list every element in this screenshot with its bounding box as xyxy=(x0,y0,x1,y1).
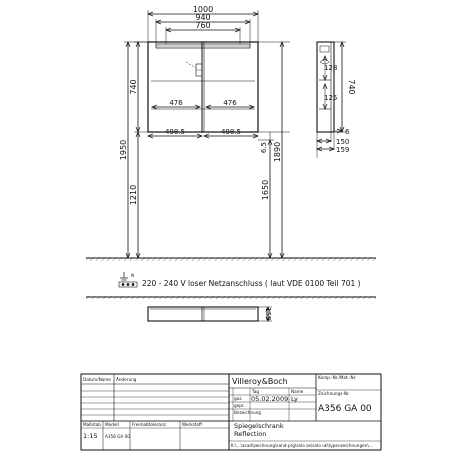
freimass-label: Freimaßtoleranz xyxy=(132,422,166,427)
title-block-text xyxy=(83,375,373,448)
rev-header-date: Datum/Name xyxy=(83,377,111,382)
dim-128: 128 xyxy=(324,64,338,72)
description-line-2: Reflection xyxy=(234,430,267,438)
ground-label-n: N xyxy=(131,273,135,278)
dim-498-right: 498.5 xyxy=(220,128,242,136)
dim-1890: 1890 xyxy=(273,141,282,163)
werkstoff-label: Werkstoff xyxy=(182,422,202,427)
description-line-1: Spiegelschrank xyxy=(234,422,284,430)
dim-1210: 1210 xyxy=(129,184,138,206)
dim-159-top: 159 xyxy=(264,307,272,321)
connection-note: 220 - 240 V loser Netzanschluss ( laut VDE 0100 Teil 701 ) xyxy=(142,279,361,288)
gez-label: gez. xyxy=(234,396,243,401)
file-path: K:\...\acad\zeichnung\sand-prg\solo as\solo uk\typenzeichnungen\... xyxy=(231,443,373,448)
gez-name: Ly xyxy=(291,395,298,403)
dim-150: 150 xyxy=(336,138,350,146)
floor-2 xyxy=(86,296,376,299)
dim-476-left: 476 xyxy=(169,99,183,107)
name-label: Name xyxy=(291,389,304,394)
dim-1650: 1650 xyxy=(261,179,270,201)
rev-header-change: Änderung xyxy=(116,377,137,382)
brand-logo: Villeroy&Boch xyxy=(232,377,288,386)
mass-value: 1:15 xyxy=(83,432,98,440)
dim-1000: 1000 xyxy=(192,5,214,14)
modell-value: A356 GA 00 xyxy=(105,434,130,439)
modell-label: Modell xyxy=(105,422,119,427)
komp-label: Komp.-Nr./Mat.-Nr. xyxy=(318,375,357,380)
dim-476-right: 476 xyxy=(223,99,237,107)
floor xyxy=(86,257,376,261)
dim-940: 940 xyxy=(195,13,211,22)
dim-740-front: 740 xyxy=(129,79,138,95)
dim-125: 125 xyxy=(324,94,338,102)
dim-1950: 1950 xyxy=(119,139,128,161)
side-outline xyxy=(317,42,334,132)
tag-label: Tag xyxy=(252,389,260,394)
bezeichnung-label: Bezeichnung xyxy=(234,410,261,415)
dim-760: 760 xyxy=(195,21,211,30)
top-view xyxy=(148,307,272,321)
drawing-number: A356 GA 00 xyxy=(318,404,372,414)
ground-symbol xyxy=(119,272,137,287)
cabinet-outline xyxy=(148,42,258,132)
dim-159: 159 xyxy=(336,146,350,154)
dim-740-side: 740 xyxy=(347,79,356,95)
gepr-label: gepr. xyxy=(234,403,245,408)
gez-date: 05.02.2009 xyxy=(251,395,289,403)
front-view xyxy=(124,10,290,258)
zeichnungs-label: Zeichnungs-Nr. xyxy=(318,391,350,396)
dim-6-5: 6.5 xyxy=(260,142,268,154)
dim-498-left: 498.5 xyxy=(164,128,186,136)
mass-label: Maßstab xyxy=(83,422,101,427)
dim-6: 6 xyxy=(345,128,350,136)
